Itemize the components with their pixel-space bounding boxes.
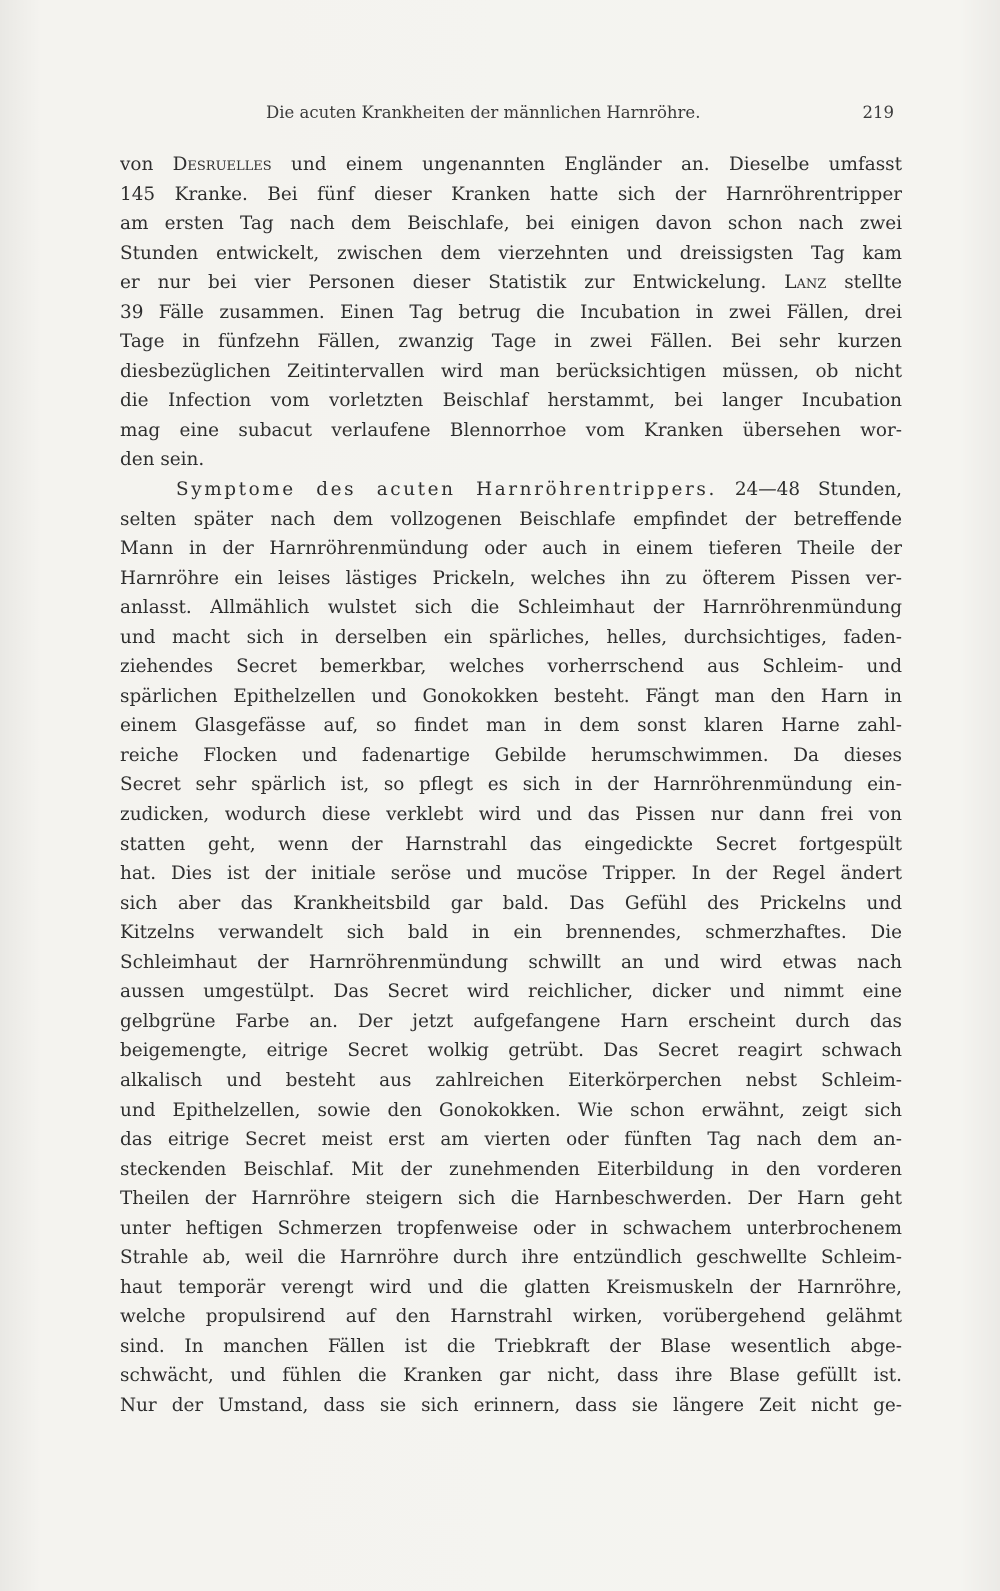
text-line: das eitrige Secret meist erst am vierten oder fünften Tag nach dem an- (120, 1129, 902, 1151)
text-line: anlasst. Allmählich wulstet sich die Schleimhaut der Harnröhrenmündung (120, 597, 902, 619)
text-line: 145 Kranke. Bei fünf dieser Kranken hatte sich der Harnröhrentripper (120, 183, 902, 205)
text-line: selten später nach dem vollzogenen Beischlafe empfindet der betreffende (120, 508, 902, 530)
text-line: ziehendes Secret bemerkbar, welches vorherrschend aus Schleim- und (120, 656, 902, 678)
text-line: beigemengte, eitrige Secret wolkig getrübt. Das Secret reagirt schwach (120, 1040, 902, 1062)
text-segment: von (120, 154, 173, 175)
text-line: den sein. (120, 449, 205, 471)
text-line: und macht sich in derselben ein spärliches, helles, durchsichtiges, faden- (120, 626, 902, 648)
text-line: Schleimhaut der Harnröhrenmündung schwillt an und wird etwas nach (120, 951, 902, 973)
body-text (120, 150, 902, 1421)
text-line: sind. In manchen Fällen ist die Triebkraft der Blase wesentlich abge- (120, 1335, 902, 1357)
text-line: reiche Flocken und fadenartige Gebilde herumschwimmen. Da dieses (120, 744, 902, 766)
text-line: sich aber das Krankheitsbild gar bald. Das Gefühl des Prickelns und (120, 892, 902, 914)
text-line: und Epithelzellen, sowie den Gonokokken. Wie schon erwähnt, zeigt sich (120, 1099, 902, 1121)
text-segment: 24—48 Stunden, (716, 479, 902, 501)
text-line: statten geht, wenn der Harnstrahl das eingedickte Secret fortgespült (120, 833, 902, 855)
text-line: Stunden entwickelt, zwischen dem vierzehnten und dreissigsten Tag kam (120, 242, 902, 264)
text-line: haut temporär verengt wird und die glatten Kreismuskeln der Harnröhre, (120, 1276, 902, 1298)
text-line: schwächt, und fühlen die Kranken gar nicht, dass ihre Blase gefüllt ist. (120, 1365, 902, 1387)
text-line: Secret sehr spärlich ist, so pflegt es sich in der Harnröhrenmündung ein- (120, 774, 902, 796)
text-line: einem Glasgefässe auf, so findet man in dem sonst klaren Harne zahl- (120, 715, 902, 737)
text-line: aussen umgestülpt. Das Secret wird reichlicher, dicker und nimmt eine (120, 981, 902, 1003)
text-line: diesbezüglichen Zeitintervallen wird man berücksichtigen müssen, ob nicht (120, 360, 902, 382)
text-line: Tage in fünfzehn Fällen, zwanzig Tage in zwei Fällen. Bei sehr kurzen (120, 331, 902, 353)
author-name-desruelles: Desruelles (172, 154, 272, 175)
text-line: steckenden Beischlaf. Mit der zunehmenden Eiterbildung in den vorderen (120, 1158, 902, 1180)
page-header (120, 103, 902, 129)
text-line: 39 Fälle zusammen. Einen Tag betrug die Incubation in zwei Fällen, drei (120, 301, 902, 323)
section-heading: Symptome des acuten Harnröhrentrippers. (176, 479, 717, 501)
page-number: 219 (862, 103, 894, 122)
text-line (120, 475, 902, 505)
text-line: Kitzelns verwandelt sich bald in ein brennendes, schmerzhaftes. Die (120, 922, 902, 944)
text-segment: und einem ungenannten Engländer an. Dieselbe umfasst (271, 154, 902, 175)
text-line (120, 150, 902, 180)
text-line: zudicken, wodurch diese verklebt wird und das Pissen nur dann frei von (120, 804, 902, 826)
author-name-lanz: Lanz (784, 272, 827, 294)
text-line: Strahle ab, weil die Harnröhre durch ihre entzündlich geschwellte Schleim- (120, 1247, 902, 1269)
text-line: unter heftigen Schmerzen tropfenweise oder in schwachem unterbrochenem (120, 1217, 902, 1239)
text-segment: stellte (826, 272, 902, 294)
text-line: Mann in der Harnröhrenmündung oder auch in einem tieferen Theile der (120, 538, 902, 560)
text-line: Theilen der Harnröhre steigern sich die Harnbeschwerden. Der Harn geht (120, 1188, 902, 1210)
text-line: gelbgrüne Farbe an. Der jetzt aufgefangene Harn erscheint durch das (120, 1010, 902, 1032)
text-line: die Infection vom vorletzten Beischlaf herstammt, bei langer Incubation (120, 390, 902, 412)
text-line: Harnröhre ein leises lästiges Prickeln, welches ihn zu öfterem Pissen ver- (120, 567, 902, 589)
running-title: Die acuten Krankheiten der männlichen Harnröhre. (266, 103, 701, 122)
text-line: hat. Dies ist der initiale seröse und mucöse Tripper. In der Regel ändert (120, 863, 902, 885)
text-line (120, 268, 902, 298)
text-line: welche propulsirend auf den Harnstrahl wirken, vorübergehend gelähmt (120, 1306, 902, 1328)
text-line: am ersten Tag nach dem Beischlafe, bei einigen davon schon nach zwei (120, 213, 902, 235)
text-segment: er nur bei vier Personen dieser Statistik zur Entwickelung. (120, 272, 785, 294)
text-line: Nur der Umstand, dass sie sich erinnern, dass sie längere Zeit nicht ge- (120, 1394, 902, 1416)
text-line: mag eine subacut verlaufene Blennorrhoe vom Kranken übersehen wor- (120, 419, 902, 441)
text-line: alkalisch und besteht aus zahlreichen Eiterkörperchen nebst Schleim- (120, 1069, 902, 1091)
text-line: spärlichen Epithelzellen und Gonokokken besteht. Fängt man den Harn in (120, 685, 902, 707)
